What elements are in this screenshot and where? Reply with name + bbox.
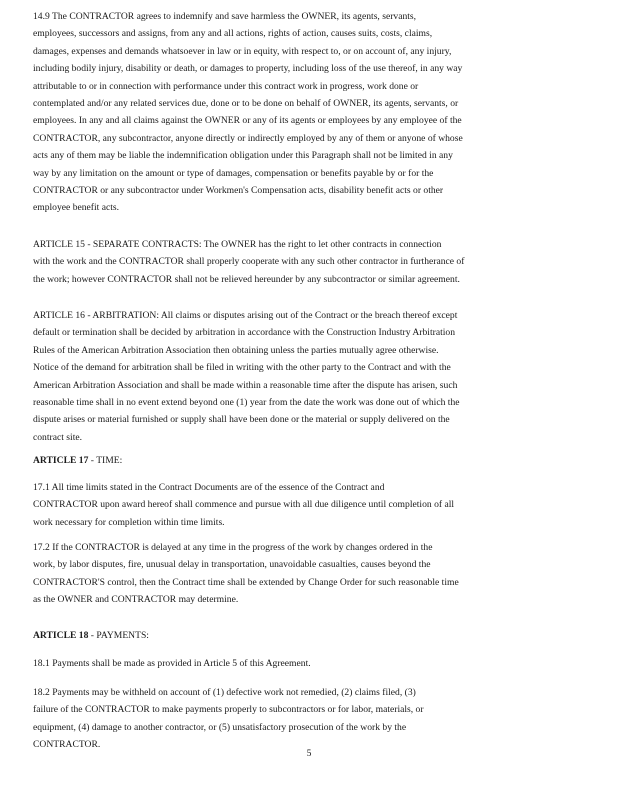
text-line: acts any of them may be liable the indemnification obligation under this Paragraph shall not be limited in any (33, 150, 453, 162)
article-16 (33, 307, 595, 446)
section-17-2 (33, 539, 595, 609)
text-line: employees. In any and all claims against the OWNER or any of its agents or employees by any employee of the (33, 115, 462, 127)
text-line: CONTRACTOR'S control, then the Contract time shall be extended by Change Order for such reasonable time (33, 576, 459, 588)
article-15 (33, 236, 595, 288)
text-line: work necessary for completion within time limits. (33, 516, 225, 528)
section-18-2 (33, 684, 595, 754)
text-line: ARTICLE 15 - SEPARATE CONTRACTS: The OWNER has the right to let other contracts in connection (33, 239, 442, 250)
text-line: the work; however CONTRACTOR shall not be relieved hereunder by any subcontractor or similar agreement. (33, 273, 460, 285)
text-line: contract site. (33, 431, 83, 443)
paragraph-18-1 (33, 655, 595, 672)
text-line: with the work and the CONTRACTOR shall properly cooperate with any such other contractor in furtherance of (33, 256, 465, 268)
paragraph-14-9 (33, 8, 595, 217)
section-18-1 (33, 655, 595, 672)
paragraph-17-2 (33, 539, 595, 609)
text-line: reasonable time shall in no event extend beyond one (1) year from the date the work was done out of which the (33, 397, 460, 409)
text-line: failure of the CONTRACTOR to make payments properly to subcontractors or for labor, materials, or (33, 704, 424, 716)
text-line: CONTRACTOR upon award hereof shall commence and pursue with all due diligence until completion of all (33, 499, 455, 511)
article-17-heading (33, 452, 122, 469)
text-line: equipment, (4) damage to another contractor, or (5) unsatisfactory prosecution of the work by the (33, 721, 407, 733)
text-line: Rules of the American Arbitration Association then obtaining unless the parties mutually agree otherwise. (33, 344, 439, 356)
text-line: CONTRACTOR or any subcontractor under Workmen's Compensation acts, disability benefit acts or other (33, 185, 444, 197)
text-line: work, by labor disputes, fire, unusual delay in transportation, unavoidable casualties, causes beyond the (33, 559, 431, 571)
text-line: 17.2 If the CONTRACTOR is delayed at any time in the progress of the work by changes ordered in the (33, 542, 433, 553)
page-number: 5 (306, 748, 312, 759)
text-line: as the OWNER and CONTRACTOR may determine. (33, 594, 239, 606)
text-line: dispute arises or material furnished or supply shall have been done or the material or supply delivered on the (33, 414, 450, 426)
text-line: 18.2 Payments may be withheld on account of (1) defective work not remedied, (2) claims filed, (3) (33, 687, 416, 698)
article-17-heading-rest: - TIME: (88, 455, 123, 466)
text-line: damages, expenses and demands whatsoever in law or in equity, with respect to, or on account of, any injury, (33, 45, 452, 57)
text-line: ARTICLE 16 - ARBITRATION: All claims or disputes arising out of the Contract or the breach thereof except (33, 310, 458, 321)
section-14-9 (33, 8, 595, 217)
text-line: contemplated and/or any related services due, done or to be done on behalf of OWNER, its agents, servants, or (33, 98, 459, 110)
text-line: including bodily injury, disability or death, or damages to property, including loss of the use thereof, in any way (33, 63, 463, 75)
section-17-1 (33, 479, 595, 531)
text-line: default or termination shall be decided by arbitration in accordance with the Construction Industry Arbitration (33, 327, 456, 339)
paragraph-article-16 (33, 307, 595, 446)
text-line: 14.9 The CONTRACTOR agrees to indemnify and save harmless the OWNER, its agents, servants, (33, 11, 417, 22)
text-line: American Arbitration Association and shall be made within a reasonable time after the dispute has arisen, such (33, 379, 458, 391)
paragraph-18-2 (33, 684, 595, 754)
text-line: 17.1 All time limits stated in the Contract Documents are of the essence of the Contract and (33, 482, 385, 493)
article-17-heading-bold: ARTICLE 17 (33, 455, 89, 466)
text-line: CONTRACTOR, any subcontractor, anyone directly or indirectly employed by any of them or anyone of whose (33, 132, 463, 144)
article-18-heading-rest: - PAYMENTS: (88, 630, 149, 641)
text-line: employee benefit acts. (33, 202, 120, 214)
text-line: attributable to or in connection with performance under this contract work in progress, work done or (33, 80, 419, 92)
text-line: Notice of the demand for arbitration shall be filed in writing with the other party to the Contract and with the (33, 362, 451, 374)
text-line: CONTRACTOR. (33, 739, 101, 751)
paragraph-article-15 (33, 236, 595, 288)
article-18-heading-bold: ARTICLE 18 (33, 630, 89, 641)
text-line: way by any limitation on the amount or type of damages, compensation or benefits payable by or for the (33, 167, 434, 179)
text-line: 18.1 Payments shall be made as provided in Article 5 of this Agreement. (33, 658, 311, 669)
text-line: employees, successors and assigns, from any and all actions, rights of action, causes suits, costs, claims, (33, 28, 433, 40)
article-18-heading (33, 627, 149, 644)
paragraph-17-1 (33, 479, 595, 531)
